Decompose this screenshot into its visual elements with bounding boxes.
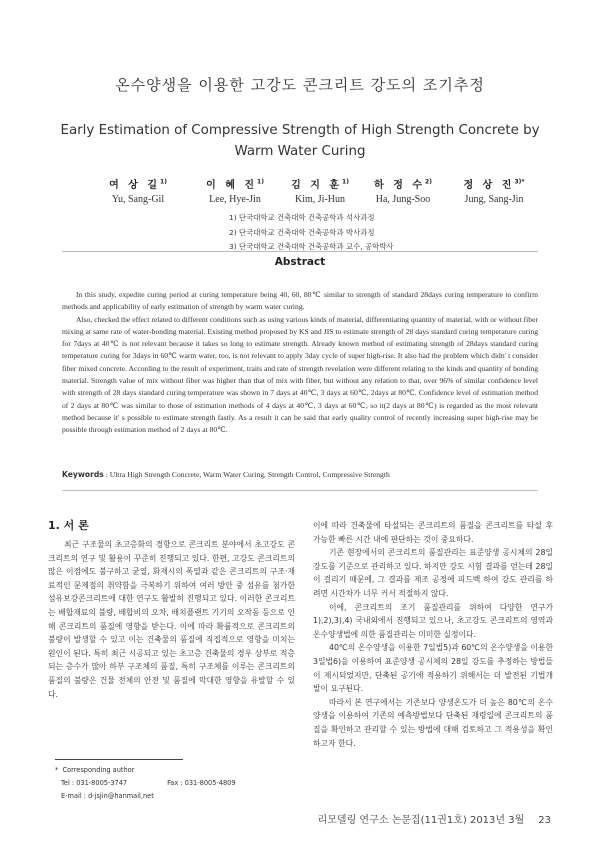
abstract-bottom-rule: [62, 490, 538, 491]
footnote-email: E-mail : d-jsjin@hanmail,net: [61, 792, 154, 801]
body-paragraph: 최근 구조물의 초고층화의 경향으로 콘크리트 분야에서 초고강도 콘크리트의 연구 및 활용이 꾸준히 진행되고 있다. 한편, 고강도 콘크리트의 많은 이점에도 불구하고 균열, 화재시의 폭열과 같은 콘크리트의 구조·재료적인 문제점의 취약함을 극복하기 위하여 여러 방안 중 섬유를 첨가한 섬유보강콘크리트에 대한 연구도 활발히 진행되고 있다. 이러한 콘크리트는 배합재료의 불량, 배합비의 오차, 배치플랜트 기기의 오작동 등으로 인해 콘크리트의 품질에 영향을 받는다. 이에 따라 확률적으로 콘크리트의 불량이 발생할 수 있고 이는 건축물의 품질에 직접적으로 영향을 미치는 원인이 된다. 특히 최근 시공되고 있는 초고층 건축물의 경우 상부로 적층되는 층수가 많아 하부 구조체의 품질, 특히 구조체를 이루는 콘크리트의 품질의 불량은 건물 전체의 안전 및 품질에 막대한 영향을 유발할 수 있다.: [48, 540, 295, 699]
body-paragraph: 기존 현장에서의 콘크리트의 품질관리는 표준양생 공시체의 28일 강도를 기준으로 관리하고 있다. 하지만 강도 시험 결과를 얻는데 28일이 걸리기 때문에, 그 결과를 제조 공정에 피드백 하여 강도 관리를 하려면 시간차가 너무 커서 적절하지 않다.: [313, 548, 553, 598]
affiliation-list: [229, 211, 393, 255]
footnote-tel: Tel : 031-8005-3747: [61, 779, 128, 788]
author-5: [450, 176, 538, 205]
section-heading: 1. 서 론: [48, 519, 89, 532]
author-name-korean: 이 혜 진: [206, 180, 258, 191]
author-affiliation-mark: 1): [160, 178, 167, 186]
abstract-body: [62, 289, 538, 437]
affiliation-line: 2) 단국대학교 건축대학 건축공학과 박사과정: [229, 227, 375, 237]
keywords-text: : Ultra High Strength Concrete, Warm Water Curing, Strength Control, Compressive Strength: [103, 470, 390, 479]
author-affiliation-mark: 2): [425, 178, 432, 186]
body-column-left: [48, 538, 295, 701]
keywords-label: Keywords: [62, 470, 104, 479]
body-paragraph: 이에 따라 건축물에 타설되는 콘크리트의 품질을 콘크리트를 타설 후 가능한 빠른 시간 내에 판단하는 것이 중요하다.: [313, 521, 553, 544]
keywords: [62, 470, 390, 479]
author-1: [92, 176, 184, 205]
author-name-korean: 여 상 길: [109, 180, 161, 191]
body-paragraph: 40℃의 온수양생을 이용한 7일법5)과 60℃의 온수양생을 이용한 3일법6)을 이용하여 표준양생 공시체의 28일 강도를 추정하는 방법들이 제시되었지만, 단축된 공기에 적용하기 위해서는 더 발전된 기법개발이 요구된다.: [313, 643, 553, 694]
body-column-right: [313, 519, 553, 750]
footnote-fax: Fax : 031-8005-4809: [167, 779, 236, 788]
footnote: [55, 764, 236, 804]
author-2: [192, 176, 278, 205]
paper-title-english: Early Estimation of Compressive Strength of High Strength Concrete by Warm Water Curing: [60, 123, 540, 159]
author-4: [360, 176, 446, 205]
author-affiliation-mark: 1): [257, 178, 264, 186]
author-3: [282, 176, 358, 205]
abstract-paragraph: Also, checked the effect related to different conditions such as using various kinds of material, differentiating quantity of material, with or without fiber mixing at same rate of water-bonding material. Existing method proposed by KS and JIS to estimate strength of 28 days standard curing temperature curing for 7days at 40℃ is not relevant because it takes so long to estimate strength. Already known method of estimating strength of 28days standard curing temperature curing for 3days in 60℃ warm water, too, is not relevant to apply 3day cycle of super high-rise. It also had the problem which didn' t consider fiber mixed concrete. According to the result of experiment, traits and rate of strength revelation were different relating to the kinds and quantity of bonding material. Strength value of mix without fiber was higher than that of mix with fiber, but without any relation to that, over 96% of similar confidence level with strength of 28 days standard curing temperature was shown in 7 days at 40℃, 3 days at 60℃, 2days at 80℃. Confidence level of estimation method of 2 days at 80℃ was similar to those of estimation methods of 4 days at 40℃, 3 days at 60℃, so it(2 days at 80℃) is regarded as the most relevant method because it' s possible to estimate strength fastly. As a result it can be said that early quality control of recently increasing super high-rise may be possible through estimation method of 2 days at 80℃.: [62, 314, 538, 435]
footnote-rule: [55, 759, 183, 760]
affiliation-line: 1) 단국대학교 건축대학 건축공학과 석사과정: [229, 213, 375, 222]
body-paragraph: 따라서 본 연구에서는 기존보다 양생온도가 더 높은 80℃의 온수양생을 이용하여 기존의 예측방법보다 단축된 재령일에 콘크리트의 품질을 확인하고 관리할 수 있는 방법에 대해 검토하고 그 적용성을 확인하고자 한다.: [313, 697, 553, 748]
affiliation-line: 3) 단국대학교 건축대학 건축공학과 교수, 공학박사: [229, 242, 394, 251]
body-paragraph: 이에, 콘크리트의 조기 품질관리를 위하여 다양한 연구가 1),2),3),4) 국내외에서 진행되고 있으나, 초고강도 콘크리트의 영역과 온수양생법에 의한 품질관리는 미미한 실정이다.: [313, 602, 553, 639]
abstract-top-rule: [62, 251, 538, 252]
author-name-english: Lee, Hye-Jin: [209, 194, 261, 205]
journal-info: 리모델링 연구소 논문집(11권1호) 2013년 3월: [317, 815, 525, 826]
paper-title-korean: 온수양생을 이용한 고강도 콘크리트 강도의 조기추정: [115, 76, 485, 94]
author-affiliation-mark: 3)*: [514, 178, 525, 186]
page-footer: [318, 811, 551, 826]
abstract-paragraph: In this study, expedite curing period at curing temperature being 40, 60, 80℃ similar to strength of standard 28days curing temperature to confirm methods and applicability of early estimation of strength by warm water curing.: [62, 290, 538, 312]
author-name-english: Kim, Ji-Hun: [295, 194, 345, 205]
author-name-english: Ha, Jung-Soo: [375, 194, 431, 205]
author-affiliation-mark: 1): [342, 178, 349, 186]
abstract-heading: Abstract: [274, 256, 326, 268]
author-name-korean: 하 정 수: [374, 180, 426, 191]
page-number: 23: [538, 815, 551, 826]
author-name-english: Jung, Sang-Jin: [464, 194, 524, 205]
footnote-star: *: [55, 766, 59, 774]
author-name-english: Yu, Sang-Gil: [111, 194, 165, 205]
footnote-label: Corresponding author: [62, 766, 135, 774]
author-name-korean: 김 지 훈: [291, 180, 343, 191]
author-name-korean: 정 상 진: [463, 180, 515, 191]
